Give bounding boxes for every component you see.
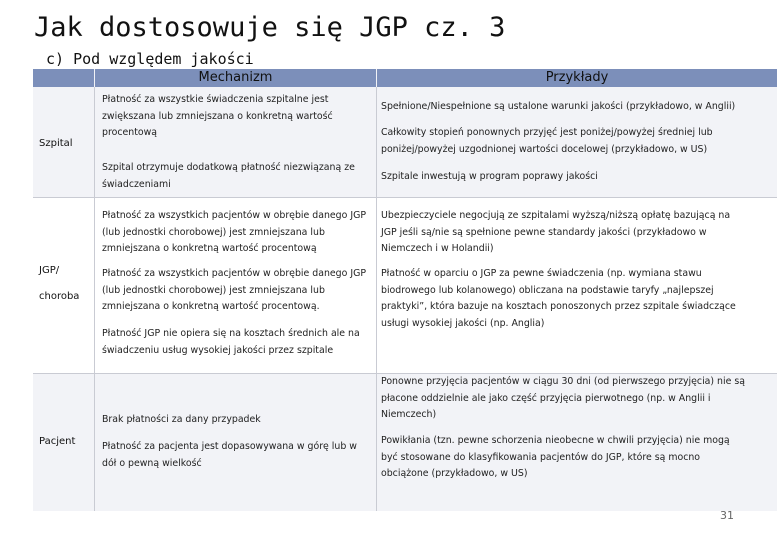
example-cell: Płatność w oparciu o JGP za pewne świadczenia (np. wymiana stawu biodrowego lub kolanowego) obliczana na podstawie taryfy „najlepszej praktyki”, która bazuje na kosztach ponoszonych przez szpitale świadczące usługi wysokiej jakości (np. Anglia): [381, 268, 736, 329]
mechanism-cell: Szpital otrzymuje dodatkową płatność niezwiązaną ze świadczeniami: [102, 162, 355, 190]
header-examples: Przykłady: [377, 69, 777, 87]
mechanism-cell: Płatność za wszystkich pacjentów w obrębie danego JGP (lub jednostki chorobowej) jest zmniejszana lub zmniejszana o konkretną wartość procentową: [102, 210, 367, 254]
column-divider: [94, 87, 95, 511]
quality-table: [33, 69, 777, 511]
column-divider: [376, 87, 377, 511]
example-cell: Spełnione/Niespełnione są ustalone warunki jakości (przykładowo, w Anglii): [381, 101, 736, 112]
slide-title: Jak dostosowuje się JGP cz. 3: [34, 12, 506, 43]
mechanism-cell: Płatność JGP nie opiera się na kosztach średnich ale na świadczeniu usług wysokiej jakości przez szpitale: [102, 328, 360, 356]
header-mechanism: Mechanizm: [95, 69, 376, 87]
page-number: 31: [720, 509, 734, 522]
mechanism-cell: Płatność za wszystkich pacjentów w obrębie danego JGP (lub jednostki chorobowej) jest zmniejszana lub zmniejszana o konkretną wartość procentową.: [102, 268, 367, 312]
row-label-choroba: choroba: [39, 291, 80, 302]
mechanism-cell: Brak płatności za dany przypadek: [102, 414, 261, 425]
example-cell: Ubezpieczyciele negocjują ze szpitalami wyższą/niższą opłatę bazującą na JGP jeśli są/nie są spełnione pewne standardy jakości (przykładowo w Niemczech i w Holandii): [381, 210, 731, 254]
slide-subtitle: c) Pod względem jakości: [46, 50, 254, 68]
row-divider: [33, 197, 777, 198]
example-cell: Całkowity stopień ponownych przyjęć jest poniżej/powyżej średniej lub poniżej/powyżej uzgodnionej wartości docelowej (przykładowo, w US): [381, 127, 713, 155]
example-cell: Szpitale inwestują w program poprawy jakości: [381, 171, 598, 182]
mechanism-cell: Płatność za wszystkie świadczenia szpitalne jest zwiększana lub zmniejszana o konkretną wartość procentową: [102, 94, 333, 138]
row-label-szpital: Szpital: [39, 138, 73, 149]
row-label-pacjent: Pacjent: [39, 436, 76, 447]
mechanism-cell: Płatność za pacjenta jest dopasowywana w górę lub w dół o pewną wielkość: [102, 441, 357, 469]
example-cell: Powikłania (tzn. pewne schorzenia nieobecne w chwili przyjęcia) nie mogą być stosowane do klasyfikowania pacjentów do JGP, które są mocno obciążone (przykładowo, w US): [381, 435, 730, 479]
row-label-jgp: JGP/: [39, 265, 60, 276]
example-cell: Ponowne przyjęcia pacjentów w ciągu 30 dni (od pierwszego przyjęcia) nie są płacone oddzielnie ale jako część przyjęcia pierwotnego (np. w Anglii i Niemczech): [381, 376, 745, 420]
header-row-spacer: [33, 69, 94, 87]
